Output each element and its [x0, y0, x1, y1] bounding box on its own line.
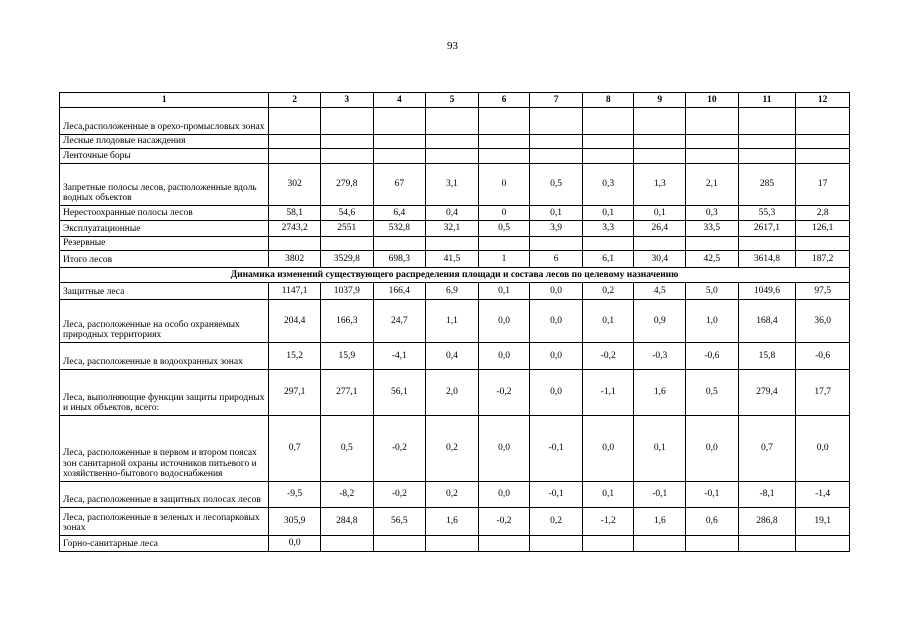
header-cell: 11 [738, 93, 796, 108]
table-row [60, 221, 850, 237]
value-cell: 0,0 [478, 343, 530, 370]
value-cell: 5,0 [686, 283, 739, 300]
value-cell: -0,2 [582, 343, 634, 370]
value-cell [738, 135, 796, 149]
value-cell [269, 135, 321, 149]
value-cell: -0,2 [373, 416, 426, 482]
value-cell [796, 536, 850, 552]
value-cell [373, 237, 426, 251]
value-cell: 2,1 [686, 164, 739, 206]
value-cell: 0,2 [530, 508, 583, 536]
value-cell: 0,5 [686, 370, 739, 416]
value-cell: 0,3 [686, 206, 739, 221]
value-cell: 17,7 [796, 370, 850, 416]
table-row [60, 508, 850, 536]
value-cell [530, 149, 583, 164]
value-cell: 0,0 [530, 343, 583, 370]
value-cell: 0,0 [530, 300, 583, 343]
value-cell [796, 149, 850, 164]
value-cell: 0,1 [582, 300, 634, 343]
value-cell: 166,4 [373, 283, 426, 300]
value-cell: 0,0 [478, 416, 530, 482]
value-cell: 19,1 [796, 508, 850, 536]
value-cell [373, 149, 426, 164]
value-cell: 6 [530, 251, 583, 268]
value-cell: 285 [738, 164, 796, 206]
value-cell [478, 149, 530, 164]
value-cell [582, 149, 634, 164]
value-cell: 1 [478, 251, 530, 268]
value-cell [686, 108, 739, 135]
value-cell: 1037,9 [320, 283, 373, 300]
value-cell: 532,8 [373, 221, 426, 237]
value-cell: 0,6 [686, 508, 739, 536]
value-cell [634, 237, 686, 251]
value-cell: 3802 [269, 251, 321, 268]
value-cell: 32,1 [426, 221, 479, 237]
value-cell: -9,5 [269, 482, 321, 508]
value-cell [796, 135, 850, 149]
value-cell: 17 [796, 164, 850, 206]
value-cell: 0,2 [426, 482, 479, 508]
row-label: Ленточные боры [60, 149, 269, 164]
table-row [60, 283, 850, 300]
value-cell: 0,5 [478, 221, 530, 237]
value-cell [426, 149, 479, 164]
value-cell [373, 536, 426, 552]
value-cell: 0,1 [634, 206, 686, 221]
value-cell: 0,1 [478, 283, 530, 300]
header-cell: 12 [796, 93, 850, 108]
value-cell [426, 536, 479, 552]
value-cell: -0,1 [634, 482, 686, 508]
value-cell [634, 108, 686, 135]
value-cell: 0,1 [582, 206, 634, 221]
value-cell: 0,5 [530, 164, 583, 206]
value-cell: 302 [269, 164, 321, 206]
row-label: Итого лесов [60, 251, 269, 268]
value-cell: 0,9 [634, 300, 686, 343]
value-cell: 0,7 [269, 416, 321, 482]
value-cell: 0,4 [426, 206, 479, 221]
value-cell: 30,4 [634, 251, 686, 268]
value-cell [478, 108, 530, 135]
value-cell [686, 237, 739, 251]
page-number: 93 [447, 40, 458, 52]
value-cell: 0,0 [478, 300, 530, 343]
row-label: Леса, расположенные на особо охраняемых природных территориях [60, 300, 269, 343]
value-cell: 698,3 [373, 251, 426, 268]
value-cell [426, 237, 479, 251]
value-cell [530, 108, 583, 135]
header-cell: 1 [60, 93, 269, 108]
value-cell: 1,6 [634, 508, 686, 536]
table-row [60, 237, 850, 251]
value-cell: 0,0 [530, 283, 583, 300]
value-cell [530, 536, 583, 552]
value-cell: 24,7 [373, 300, 426, 343]
value-cell [738, 237, 796, 251]
value-cell [269, 149, 321, 164]
value-cell: 42,5 [686, 251, 739, 268]
section-title: Динамика изменений существующего распределения площади и состава лесов по целевому назначению [60, 268, 850, 283]
value-cell: -1,1 [582, 370, 634, 416]
section-row [60, 268, 850, 283]
value-cell: 0,1 [582, 482, 634, 508]
value-cell: 1,6 [426, 508, 479, 536]
value-cell: 168,4 [738, 300, 796, 343]
value-cell [269, 108, 321, 135]
value-cell [686, 135, 739, 149]
row-label: Запретные полосы лесов, расположенные вдоль водных объектов [60, 164, 269, 206]
value-cell [738, 108, 796, 135]
header-cell: 10 [686, 93, 739, 108]
value-cell: 33,5 [686, 221, 739, 237]
value-cell: 97,5 [796, 283, 850, 300]
value-cell: 41,5 [426, 251, 479, 268]
value-cell: 6,9 [426, 283, 479, 300]
value-cell: -0,2 [478, 508, 530, 536]
value-cell: 1147,1 [269, 283, 321, 300]
value-cell: 0,0 [582, 416, 634, 482]
value-cell [426, 135, 479, 149]
value-cell: 2617,1 [738, 221, 796, 237]
value-cell: 15,8 [738, 343, 796, 370]
value-cell: 3614,8 [738, 251, 796, 268]
table-row [60, 149, 850, 164]
value-cell: 0,3 [582, 164, 634, 206]
value-cell [686, 536, 739, 552]
value-cell: 1,0 [686, 300, 739, 343]
value-cell: 1,3 [634, 164, 686, 206]
value-cell: 0,5 [320, 416, 373, 482]
value-cell [634, 135, 686, 149]
value-cell: 279,4 [738, 370, 796, 416]
value-cell [634, 149, 686, 164]
row-label: Леса, выполняющие функции защиты природных и иных объектов, всего: [60, 370, 269, 416]
value-cell: 6,4 [373, 206, 426, 221]
value-cell [426, 108, 479, 135]
value-cell: 1,6 [634, 370, 686, 416]
value-cell: 6,1 [582, 251, 634, 268]
value-cell: 2,0 [426, 370, 479, 416]
value-cell: 204,4 [269, 300, 321, 343]
value-cell: 0,0 [530, 370, 583, 416]
value-cell: 284,8 [320, 508, 373, 536]
value-cell: 0,0 [796, 416, 850, 482]
value-cell [373, 108, 426, 135]
header-cell: 5 [426, 93, 479, 108]
value-cell: -1,4 [796, 482, 850, 508]
value-cell [738, 149, 796, 164]
value-cell [634, 536, 686, 552]
value-cell [796, 237, 850, 251]
value-cell: 0 [478, 164, 530, 206]
row-label: Защитные леса [60, 283, 269, 300]
row-label: Горно-санитарные леса [60, 536, 269, 552]
value-cell [320, 237, 373, 251]
value-cell: 279,8 [320, 164, 373, 206]
value-cell [738, 536, 796, 552]
value-cell: 58,1 [269, 206, 321, 221]
value-cell: 297,1 [269, 370, 321, 416]
row-label: Леса, расположенные в защитных полосах лесов [60, 482, 269, 508]
table-row [60, 251, 850, 268]
value-cell: 0,1 [634, 416, 686, 482]
row-label: Леса, расположенные в водоохранных зонах [60, 343, 269, 370]
value-cell: 1049,6 [738, 283, 796, 300]
value-cell: -0,6 [796, 343, 850, 370]
value-cell: 286,8 [738, 508, 796, 536]
value-cell: -0,2 [478, 370, 530, 416]
header-cell: 3 [320, 93, 373, 108]
value-cell: -0,2 [373, 482, 426, 508]
row-label: Леса,расположенные в орехо-промысловых зонах [60, 108, 269, 135]
row-label: Нерестоохранные полосы лесов [60, 206, 269, 221]
header-cell: 6 [478, 93, 530, 108]
value-cell: -8,1 [738, 482, 796, 508]
value-cell: -4,1 [373, 343, 426, 370]
value-cell [582, 135, 634, 149]
value-cell: 2,8 [796, 206, 850, 221]
table-row [60, 370, 850, 416]
value-cell: 3,3 [582, 221, 634, 237]
value-cell: 15,2 [269, 343, 321, 370]
value-cell: -0,1 [530, 482, 583, 508]
value-cell: 15,9 [320, 343, 373, 370]
value-cell: 4,5 [634, 283, 686, 300]
value-cell: -0,3 [634, 343, 686, 370]
table-row [60, 343, 850, 370]
value-cell: 36,0 [796, 300, 850, 343]
value-cell: 0,1 [530, 206, 583, 221]
value-cell [686, 149, 739, 164]
value-cell: 56,5 [373, 508, 426, 536]
row-label: Леса, расположенные в первом и втором поясах зон санитарной охраны источников питьевого и хозяйственно-бытового водоснабжения [60, 416, 269, 482]
value-cell: 187,2 [796, 251, 850, 268]
value-cell [478, 135, 530, 149]
value-cell [582, 237, 634, 251]
row-label: Резервные [60, 237, 269, 251]
value-cell: 3,1 [426, 164, 479, 206]
header-cell: 7 [530, 93, 583, 108]
value-cell: 305,9 [269, 508, 321, 536]
table-row [60, 206, 850, 221]
row-label: Лесные плодовые насаждения [60, 135, 269, 149]
value-cell: 277,1 [320, 370, 373, 416]
value-cell [373, 135, 426, 149]
value-cell [320, 135, 373, 149]
header-row [60, 93, 850, 108]
value-cell [478, 536, 530, 552]
row-label: Леса, расположенные в зеленых и лесопарковых зонах [60, 508, 269, 536]
table-row [60, 536, 850, 552]
value-cell: -0,1 [530, 416, 583, 482]
value-cell: 0 [478, 206, 530, 221]
value-cell: 0,2 [582, 283, 634, 300]
table-row [60, 482, 850, 508]
value-cell [582, 108, 634, 135]
value-cell: 2743,2 [269, 221, 321, 237]
header-cell: 9 [634, 93, 686, 108]
value-cell: -1,2 [582, 508, 634, 536]
value-cell: 3,9 [530, 221, 583, 237]
value-cell [582, 536, 634, 552]
value-cell [478, 237, 530, 251]
value-cell: 126,1 [796, 221, 850, 237]
value-cell: 55,3 [738, 206, 796, 221]
value-cell: -8,2 [320, 482, 373, 508]
table-row [60, 164, 850, 206]
value-cell: 1,1 [426, 300, 479, 343]
forest-data-table [59, 92, 850, 552]
value-cell: 0,4 [426, 343, 479, 370]
value-cell [530, 135, 583, 149]
value-cell: 26,4 [634, 221, 686, 237]
value-cell [320, 536, 373, 552]
value-cell: -0,6 [686, 343, 739, 370]
header-cell: 2 [269, 93, 321, 108]
table-row [60, 135, 850, 149]
header-cell: 8 [582, 93, 634, 108]
header-cell: 4 [373, 93, 426, 108]
value-cell: 56,1 [373, 370, 426, 416]
value-cell: -0,1 [686, 482, 739, 508]
value-cell: 2551 [320, 221, 373, 237]
value-cell: 0,2 [426, 416, 479, 482]
table-row [60, 108, 850, 135]
table-row [60, 416, 850, 482]
value-cell: 0,0 [269, 536, 321, 552]
value-cell: 3529,8 [320, 251, 373, 268]
value-cell: 67 [373, 164, 426, 206]
value-cell [320, 108, 373, 135]
value-cell [796, 108, 850, 135]
value-cell [530, 237, 583, 251]
table-row [60, 300, 850, 343]
value-cell: 0,0 [686, 416, 739, 482]
value-cell: 0,0 [478, 482, 530, 508]
value-cell [269, 237, 321, 251]
value-cell: 0,7 [738, 416, 796, 482]
row-label: Эксплуатационные [60, 221, 269, 237]
value-cell [320, 149, 373, 164]
value-cell: 166,3 [320, 300, 373, 343]
value-cell: 54,6 [320, 206, 373, 221]
